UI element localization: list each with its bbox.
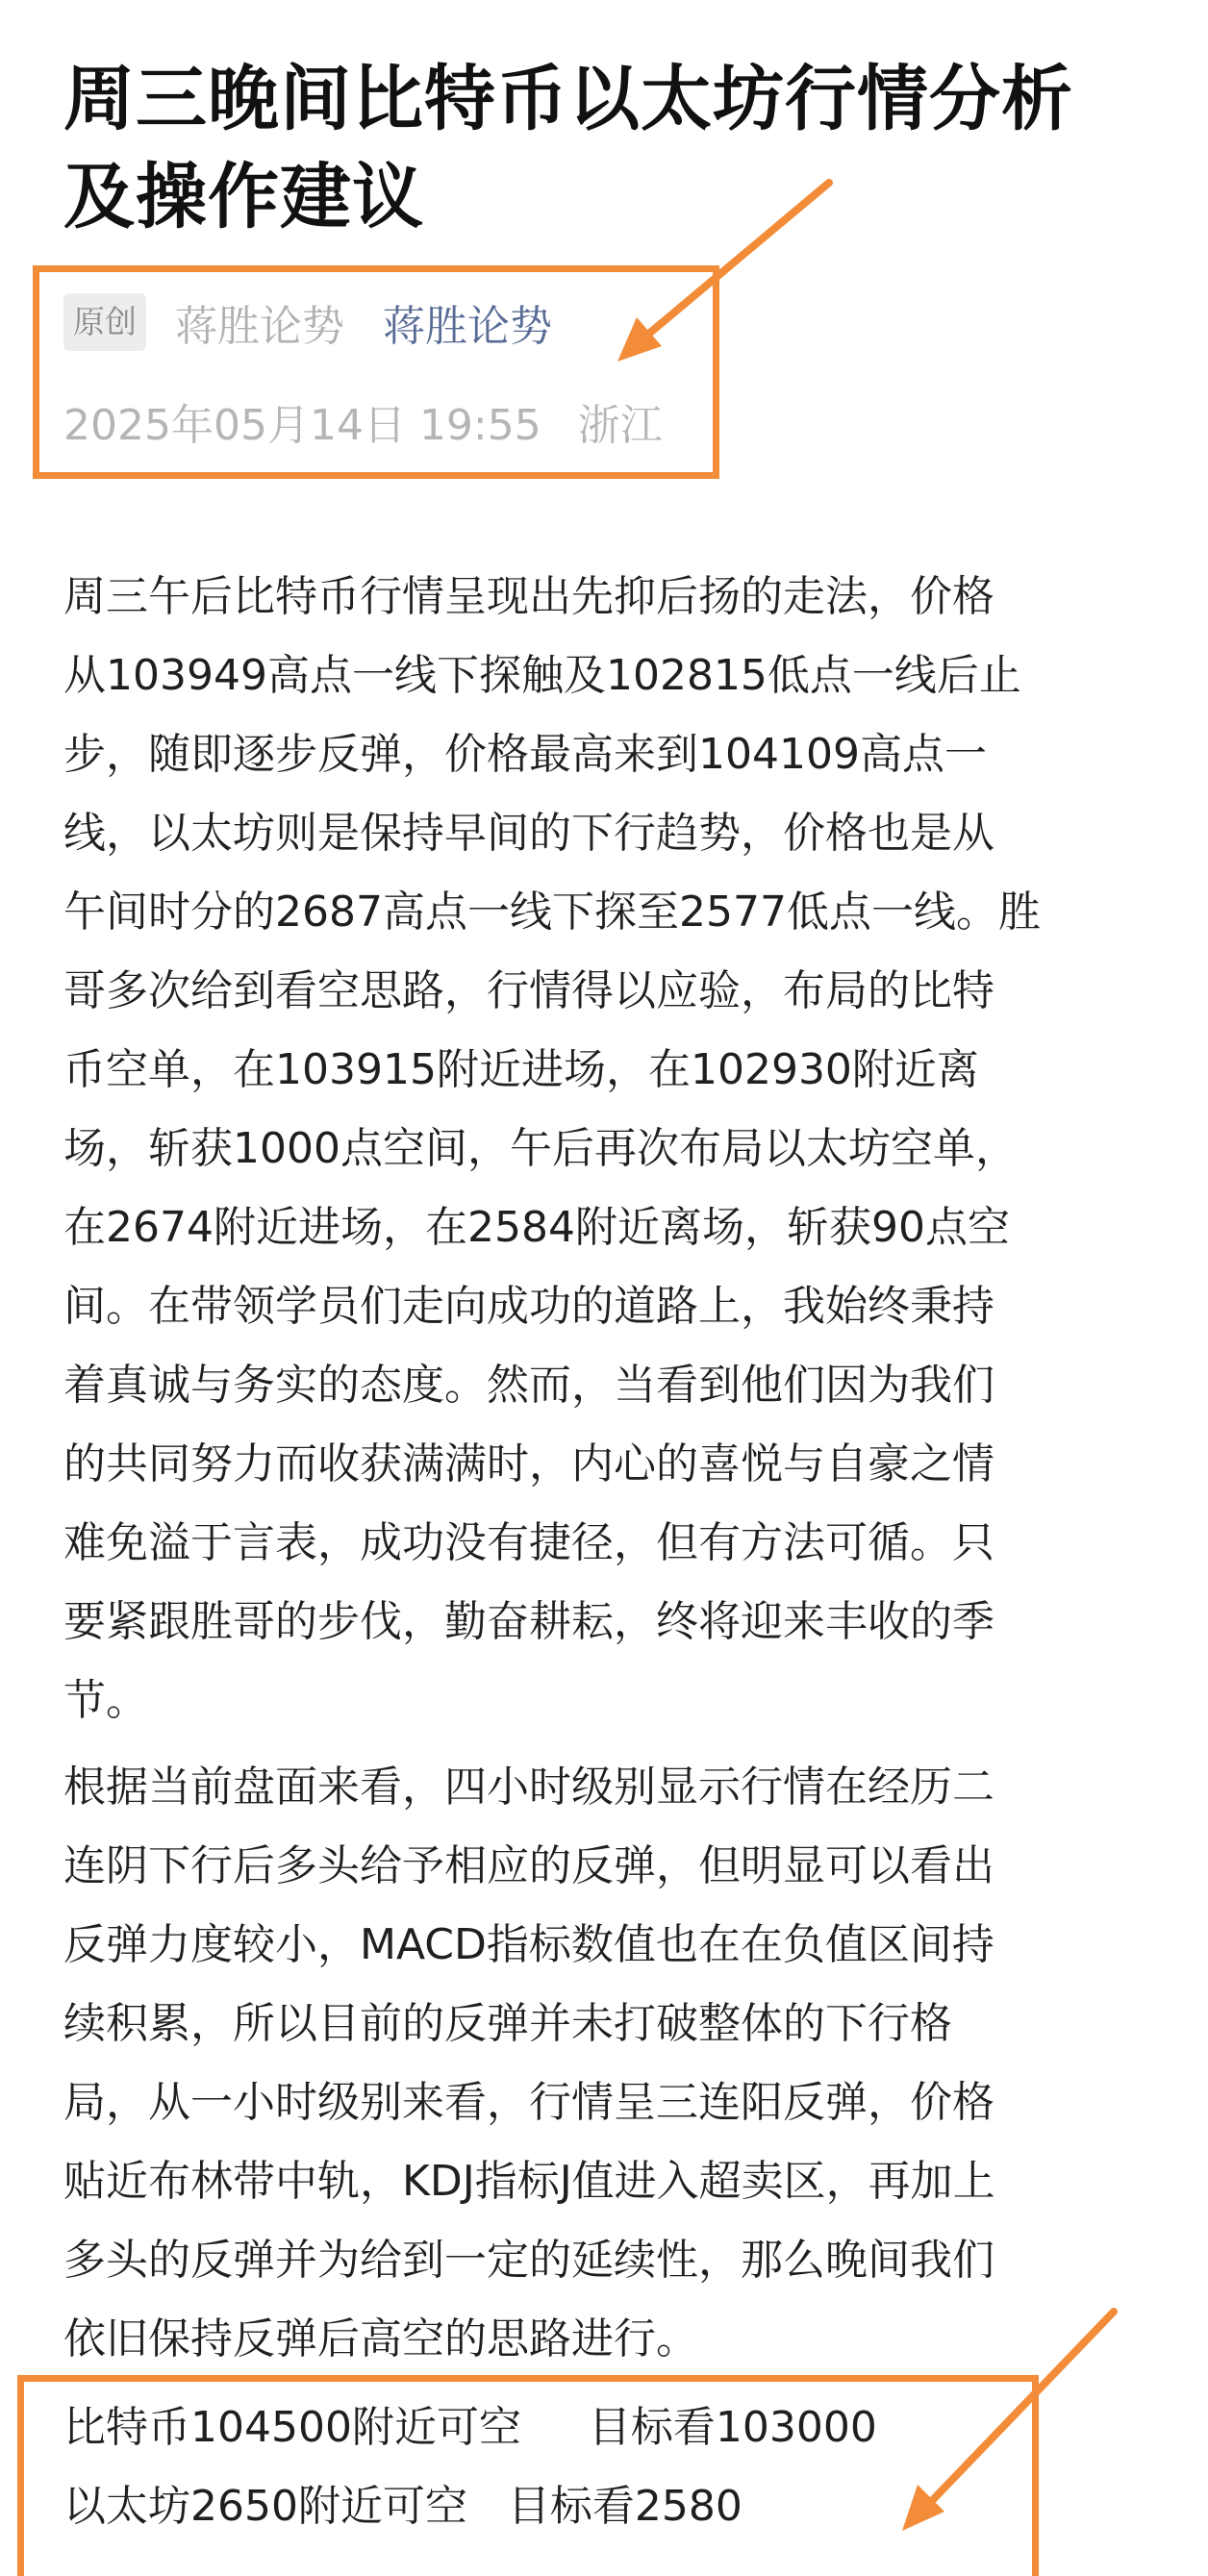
signal-btc: 比特币104500附近可空 目标看103000 bbox=[63, 2403, 877, 2452]
paragraph-review bbox=[63, 558, 1041, 1740]
paragraph-line: 线，以太坊则是保持早间的下行趋势，价格也是从 bbox=[63, 809, 994, 858]
paragraph-line: 步，随即逐步反弹，价格最高来到104109高点一 bbox=[63, 730, 987, 779]
paragraph-line: 从103949高点一线下探触及102815低点一线后止 bbox=[63, 651, 1021, 700]
paragraph-line: 要紧跟胜哥的步伐，勤奋耕耘，终将迎来丰收的季 bbox=[63, 1597, 994, 1646]
paragraph-line: 依旧保持反弹后高空的思路进行。 bbox=[63, 2314, 698, 2363]
paragraph-line: 连阴下行后多头给予相应的反弹，但明显可以看出 bbox=[63, 1841, 994, 1890]
account-link[interactable]: 蒋胜论势 bbox=[383, 302, 552, 351]
paragraph-line: 根据当前盘面来看，四小时级别显示行情在经历二 bbox=[63, 1763, 994, 1812]
paragraph-line: 多头的反弹并为给到一定的延续性，那么晚间我们 bbox=[63, 2236, 994, 2285]
paragraph-line: 哥多次给到看空思路，行情得以应验，布局的比特 bbox=[63, 966, 994, 1015]
publish-location: 浙江 bbox=[577, 401, 663, 450]
paragraph-line: 间。在带领学员们走向成功的道路上，我始终秉持 bbox=[63, 1282, 994, 1331]
paragraph-line: 贴近布林带中轨，KDJ指标J值进入超卖区，再加上 bbox=[63, 2157, 995, 2206]
paragraph-line: 币空单，在103915附近进场，在102930附近离 bbox=[63, 1045, 979, 1094]
title-line-2: 及操作建议 bbox=[63, 156, 424, 238]
paragraph-line: 着真诚与务实的态度。然而，当看到他们因为我们 bbox=[63, 1361, 994, 1410]
article-title bbox=[63, 50, 1141, 246]
paragraph-line: 难免溢于言表，成功没有捷径，但有方法可循。只 bbox=[63, 1518, 994, 1567]
paragraph-line: 午间时分的2687高点一线下探至2577低点一线。胜 bbox=[63, 888, 1041, 937]
signal-eth: 以太坊2650附近可空 目标看2580 bbox=[63, 2482, 742, 2531]
title-line-1: 周三晚间比特币以太坊行情分析 bbox=[63, 58, 1073, 140]
paragraph-line: 续积累，所以目前的反弹并未打破整体的下行格 bbox=[63, 1999, 952, 2048]
publish-date: 2025年05月14日 19:55 bbox=[63, 401, 541, 450]
highlight-box-author bbox=[33, 265, 719, 479]
paragraph-line: 反弹力度较小，MACD指标数值也在在负值区间持 bbox=[63, 1920, 994, 1969]
paragraph-line: 的共同努力而收获满满时，内心的喜悦与自豪之情 bbox=[63, 1439, 994, 1488]
paragraph-line: 局，从一小时级别来看，行情呈三连阳反弹，价格 bbox=[63, 2078, 994, 2127]
paragraph-line: 场，斩获1000点空间，午后再次布局以太坊空单， bbox=[63, 1124, 1018, 1173]
original-badge: 原创 bbox=[63, 293, 146, 351]
paragraph-line: 周三午后比特币行情呈现出先抑后扬的走法，价格 bbox=[63, 572, 994, 621]
paragraph-analysis bbox=[63, 1748, 995, 2379]
paragraph-line: 在2674附近进场，在2584附近离场，斩获90点空 bbox=[63, 1203, 1010, 1252]
author-name: 蒋胜论势 bbox=[175, 302, 344, 351]
paragraph-line: 节。 bbox=[63, 1676, 148, 1725]
